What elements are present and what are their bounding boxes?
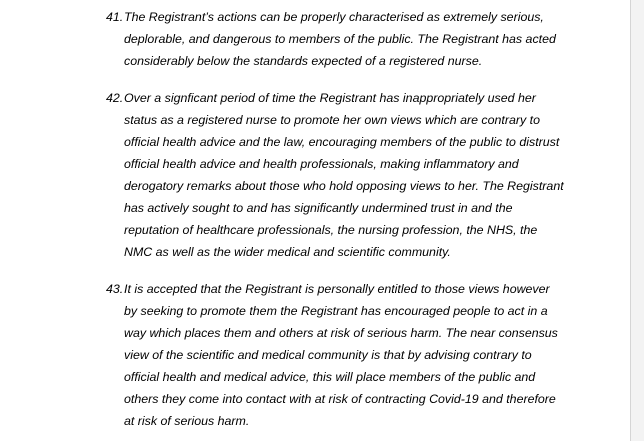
paragraph-line: It is accepted that the Registrant is personally entitled to those views however	[124, 282, 550, 296]
paragraph-line: considerably below the standards expected of a registered nurse.	[124, 54, 483, 68]
paragraph-line: derogatory remarks about those who hold opposing views to her. The Registrant	[124, 179, 564, 193]
paragraph-line: status as a registered nurse to promote her own views which are contrary to	[124, 113, 540, 127]
paragraph-number: 41.	[106, 10, 124, 24]
paragraph-line: others they come into contact with at risk of contracting Covid-19 and therefore	[124, 392, 556, 406]
paragraph-line: at risk of serious harm.	[124, 414, 250, 428]
paragraph-line: view of the scientific and medical community is that by advising contrary to	[124, 348, 532, 362]
paragraph-line: by seeking to promote them the Registrant has encouraged people to act in a	[124, 304, 548, 318]
paragraph-line: official health advice and health professionals, making inflammatory and	[124, 157, 519, 171]
paragraph-line: The Registrant’s actions can be properly characterised as extremely serious,	[124, 10, 544, 24]
paragraph-line: NMC as well as the wider medical and scientific community.	[124, 245, 451, 259]
paragraph-line: official health advice and the law, encouraging members of the public to distrust	[124, 135, 560, 149]
paragraph-line: official health and medical advice, this will place members of the public and	[124, 370, 536, 384]
paragraph-line: Over a signficant period of time the Registrant has inappropriately used her	[124, 91, 536, 105]
paragraph-number: 43.	[106, 282, 124, 296]
paragraph-line: deplorable, and dangerous to members of the public. The Registrant has acted	[124, 32, 556, 46]
paragraph-line: reputation of healthcare professionals, the nursing profession, the NHS, the	[124, 223, 538, 237]
paragraph-number: 42.	[106, 91, 124, 105]
paragraph-line: way which places them and others at risk of serious harm. The near consensus	[124, 326, 558, 340]
scrollbar-track[interactable]	[630, 0, 644, 441]
paragraph-line: has actively sought to and has significantly undermined trust in and the	[124, 201, 513, 215]
